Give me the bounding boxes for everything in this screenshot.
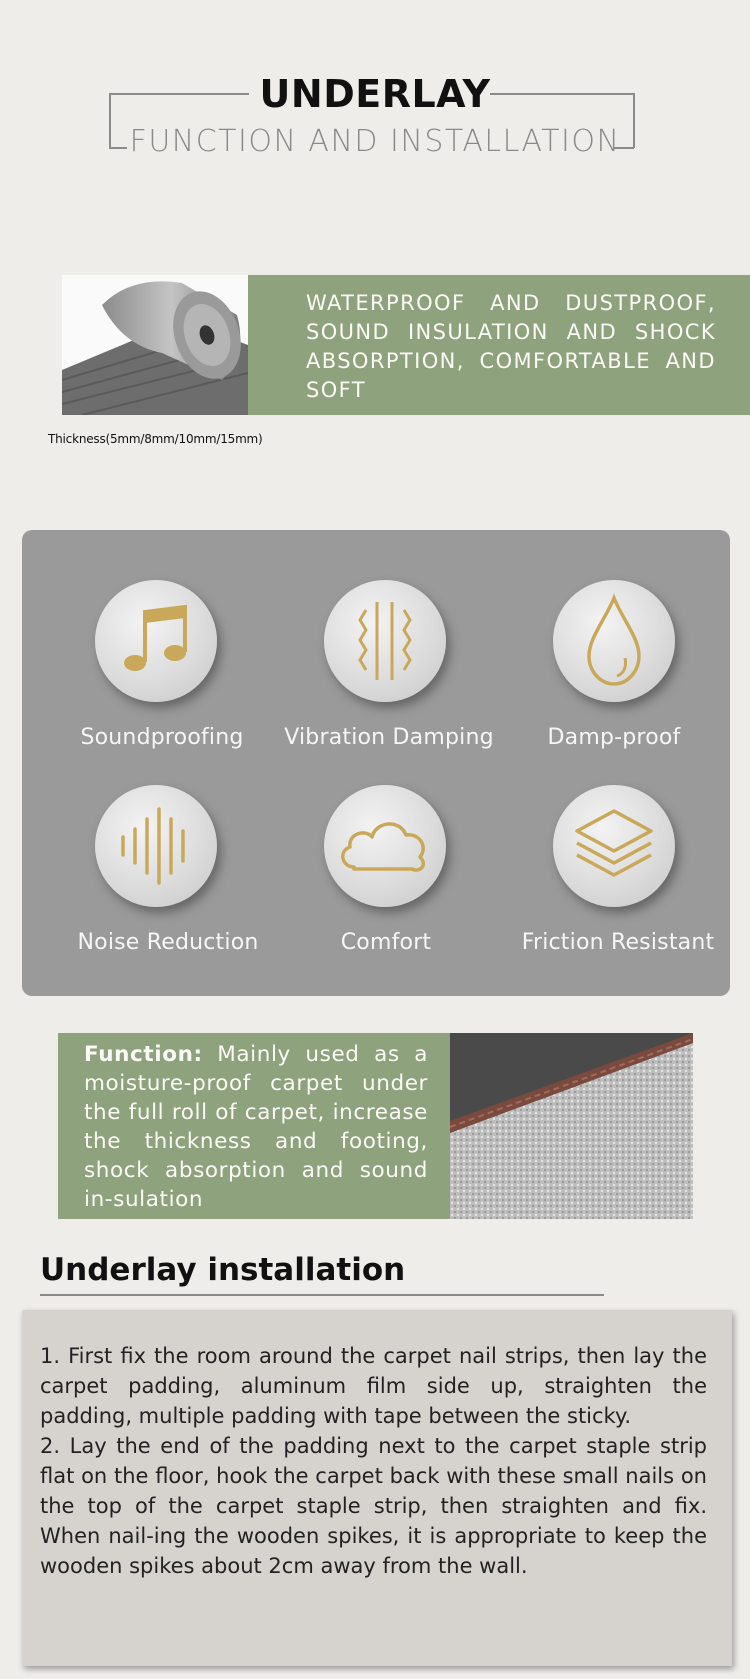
vibration-waves-icon [324,580,446,702]
sound-bars-icon [95,785,217,907]
feature-comfort [324,785,446,907]
function-label: Function: [84,1042,203,1067]
feature-label: Vibration Damping [284,725,494,750]
feature-vibration-damping [324,580,446,702]
feature-friction-resistant [553,785,675,907]
feature-label: Damp-proof [547,725,681,750]
feature-label: Friction Resistant [521,930,715,955]
feature-label: Soundproofing [80,725,244,750]
installation-title-underline [40,1294,604,1296]
installation-step: 2. Lay the end of the padding next to the carpet staple strip flat on the floor, hook the carpet back with these small nails on the top of the carpet staple strip, then straighten and fix. When nail-ing the wooden spikes, it is appropriate to keep the wooden spikes about 2cm away from the wall. [40,1434,707,1578]
installation-title: Underlay installation [40,1252,406,1288]
thickness-caption: Thickness(5mm/8mm/10mm/15mm) [48,432,263,446]
layers-icon [553,785,675,907]
water-drop-icon [553,580,675,702]
page-title: UNDERLAY [259,72,491,116]
page-subtitle: FUNCTION AND INSTALLATION [129,124,621,159]
carpet-installation-image [450,1033,693,1219]
cloud-icon [324,785,446,907]
function-description: Mainly used as a moisture-proof carpet under the full roll of carpet, increase the thickness and footing, shock absorption and sound in-sulation [84,1042,428,1212]
installation-steps [40,1341,707,1581]
feature-damp-proof [553,580,675,702]
feature-label: Noise Reduction [77,930,259,955]
banner-text: WATERPROOF AND DUSTPROOF, SOUND INSULATION AND SHOCK ABSORPTION, COMFORTABLE AND SOFT [306,291,716,402]
feature-label: Comfort [340,930,432,955]
feature-soundproofing [95,580,217,702]
installation-step: 1. First fix the room around the carpet nail strips, then lay the carpet padding, aluminum film side up, straighten the padding, multiple padding with tape between the sticky. [40,1344,707,1428]
feature-noise-reduction [95,785,217,907]
function-text [84,1040,428,1214]
music-note-icon [95,580,217,702]
underlay-roll-image [62,275,248,415]
